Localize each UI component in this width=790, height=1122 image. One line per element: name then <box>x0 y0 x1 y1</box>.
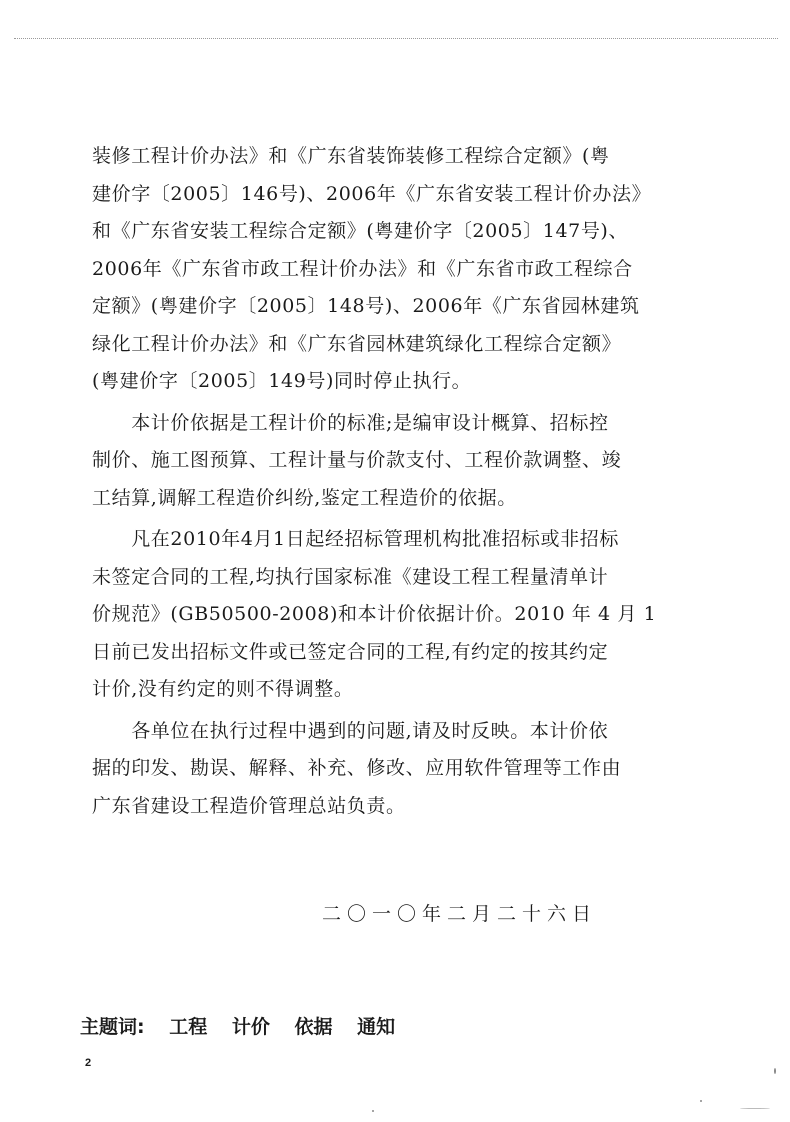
keywords-line <box>80 1012 395 1039</box>
scan-speck <box>774 1068 776 1074</box>
text-line: 广东省建设工程造价管理总站负责。 <box>92 794 406 817</box>
text-line: 和《广东省安装工程综合定额》(粤建价字〔2005〕147号)、 <box>92 220 629 242</box>
scan-speck <box>372 1110 374 1112</box>
scan-speck <box>740 1108 770 1109</box>
text-line: 工结算,调解工程造价纠纷,鉴定工程造价的依据。 <box>92 486 517 509</box>
text-line: 本计价依据是工程计价的标准;是编审设计概算、招标控 <box>92 411 609 434</box>
text-line: 2006年《广东省市政工程计价办法》和《广东省市政工程综合 <box>92 257 633 280</box>
text-line: 计价,没有约定的则不得调整。 <box>92 678 354 700</box>
keyword: 工程 <box>169 1016 208 1038</box>
keyword: 通知 <box>357 1016 396 1038</box>
text-line: 建价字〔2005〕146号)、2006年《广东省安装工程计价办法》 <box>92 182 652 205</box>
keyword: 计价 <box>231 1016 270 1038</box>
text-line: 各单位在执行过程中遇到的问题,请及时反映。本计价依 <box>92 719 609 742</box>
text-line: 未签定合同的工程,均执行国家标准《建设工程工程量清单计 <box>92 565 609 588</box>
text-line: 价规范》(GB50500-2008)和本计价依据计价。2010 年 4 月 1 <box>92 603 657 625</box>
text-line: 据的印发、勘误、解释、补充、修改、应用软件管理等工作由 <box>92 757 622 779</box>
text-line: 日前已发出招标文件或已签定合同的工程,有约定的按其约定 <box>92 640 609 663</box>
keywords-label: 主题词: <box>80 1016 145 1038</box>
page-number: 2 <box>85 1057 92 1069</box>
keyword: 依据 <box>294 1016 333 1038</box>
text-line: (粤建价字〔2005〕149号)同时停止执行。 <box>92 370 472 392</box>
document-date: 二〇一〇年二月二十六日 <box>322 903 598 925</box>
text-line: 凡在2010年4月1日起经招标管理机构批准招标或非招标 <box>92 528 619 550</box>
page-top-border <box>14 38 778 39</box>
scan-speck <box>700 1100 702 1102</box>
text-line: 制价、施工图预算、工程计量与价款支付、工程价款调整、竣 <box>92 449 622 471</box>
document-body <box>92 138 682 825</box>
text-line: 定额》(粤建价字〔2005〕148号)、2006年《广东省园林建筑 <box>92 295 640 317</box>
text-line: 绿化工程计价办法》和《广东省园林建筑绿化工程综合定额》 <box>92 332 622 355</box>
text-line: 装修工程计价办法》和《广东省装饰装修工程综合定额》(粤 <box>92 145 610 167</box>
